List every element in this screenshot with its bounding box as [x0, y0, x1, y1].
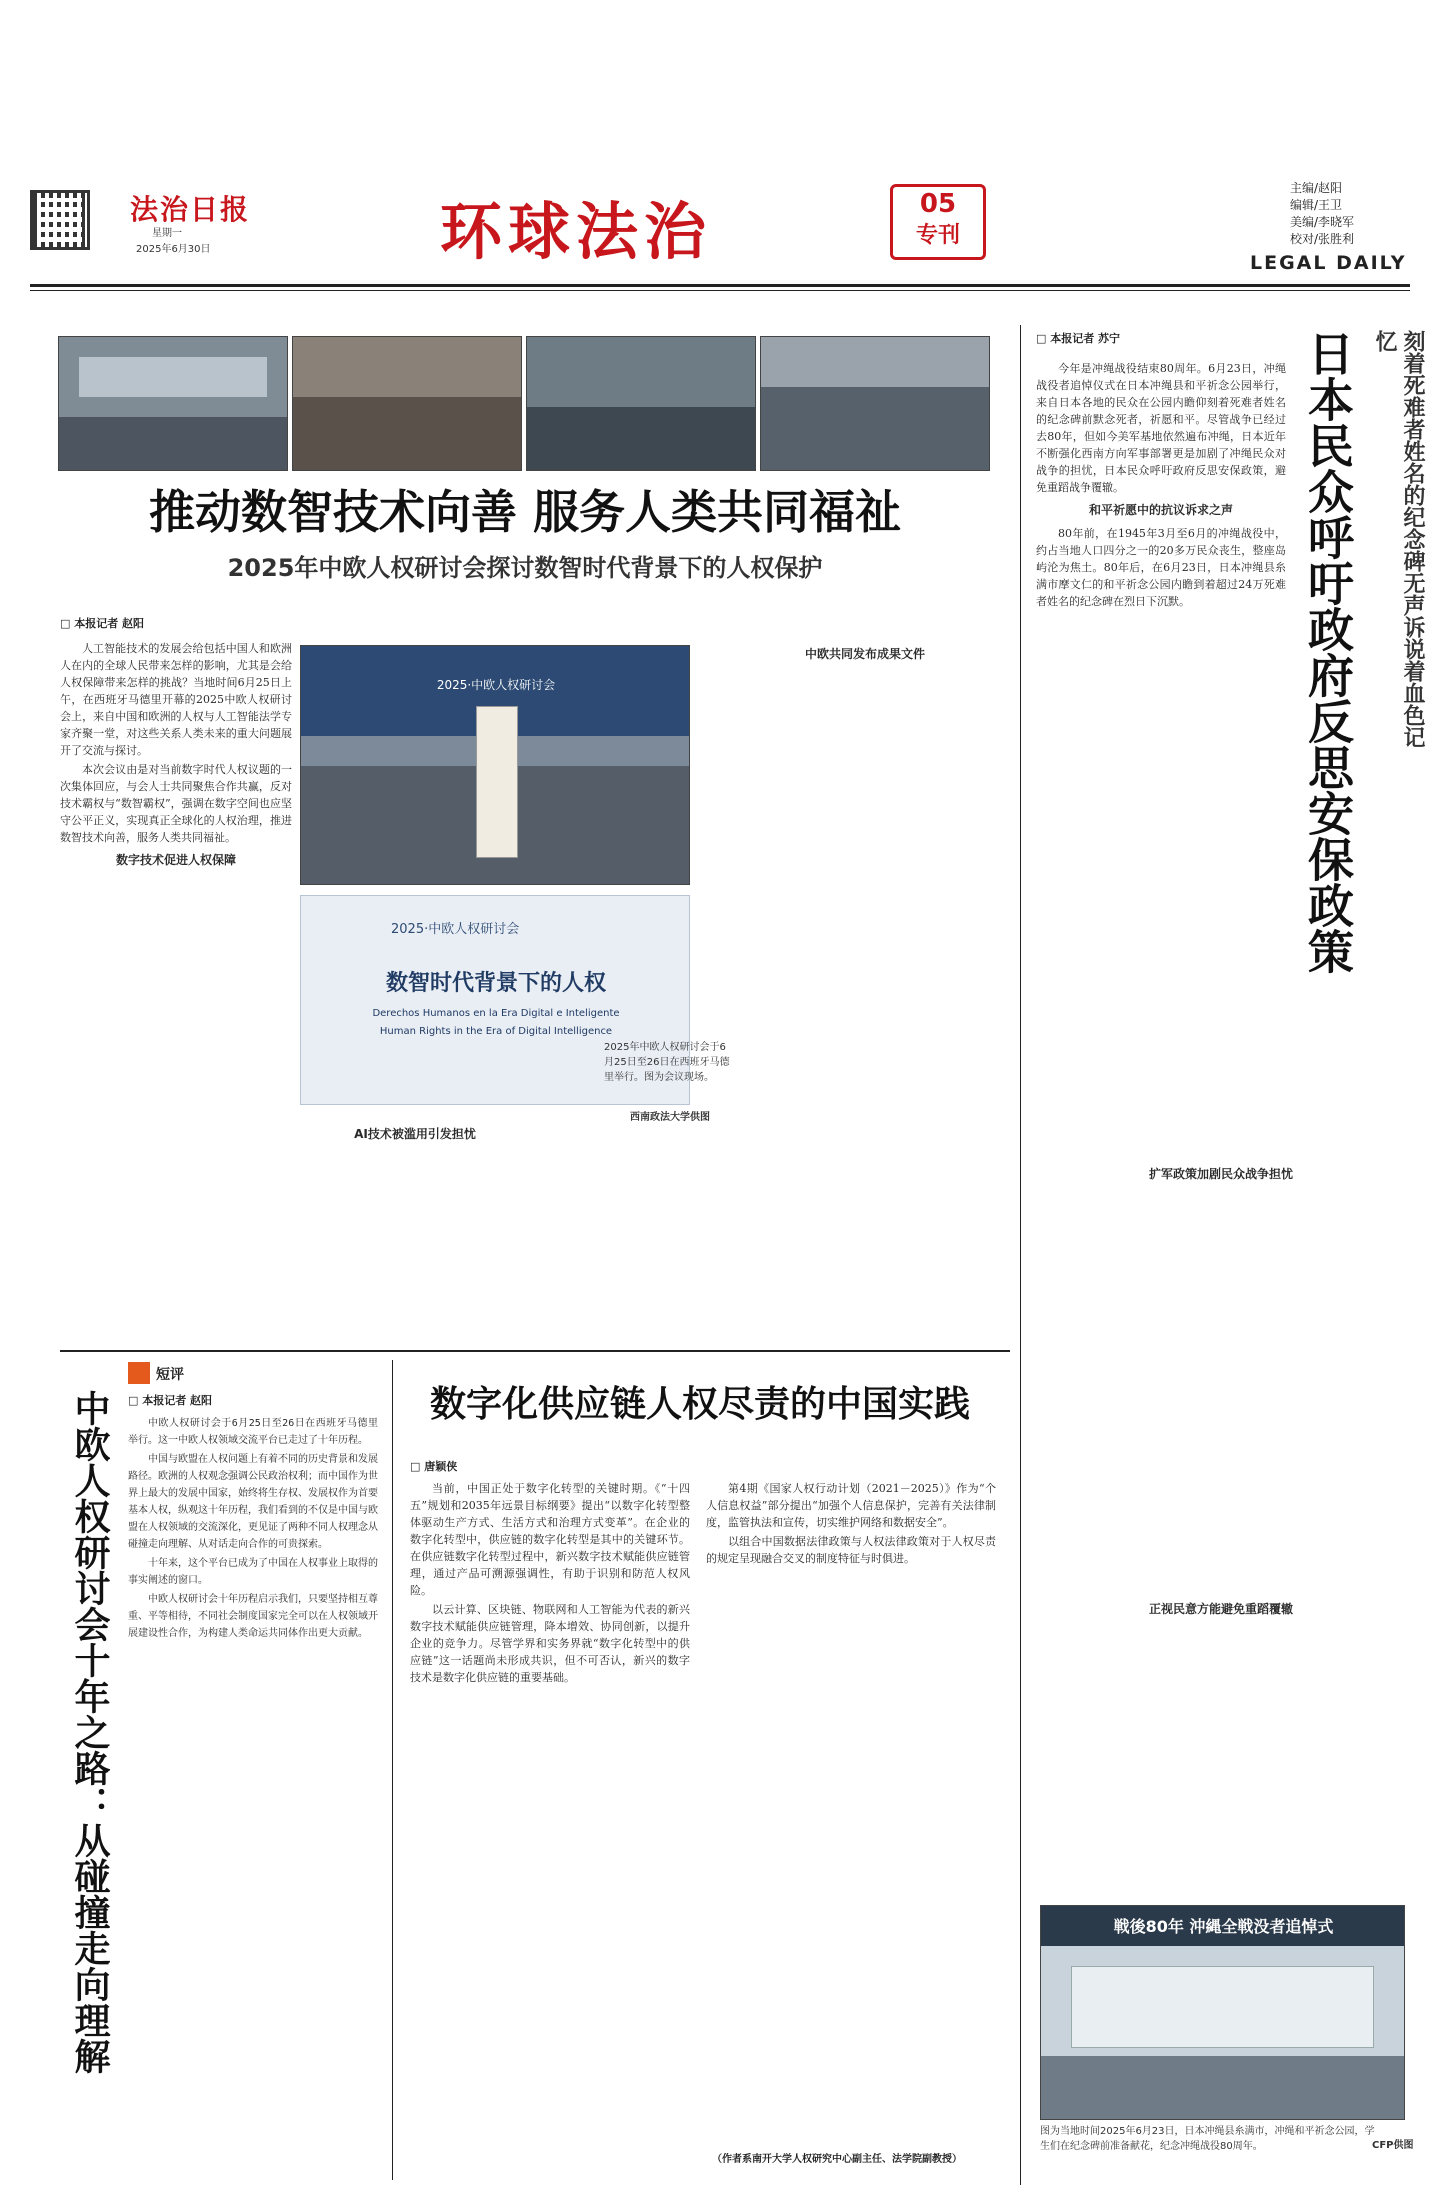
bottom-headline: 数字化供应链人权尽责的中国实践 [429, 1384, 970, 1425]
lead-photo-credit: 西南政法大学供图 [630, 1112, 710, 1123]
bottom-paragraph: 第4期《国家人权行动计划（2021－2025）》作为“个人信息权益”部分提出“加强个人信息保护，完善有关法律制度，监管执法和宣传，切实维护网络和数据安全”。 [706, 1482, 996, 1529]
commentary-tag-icon [128, 1362, 150, 1384]
masthead-rule-thin [30, 290, 1410, 291]
lead-byline: □ 本报记者 赵阳 [60, 617, 145, 630]
lead-subheadline: 2025年中欧人权研讨会探讨数智时代背景下的人权保护 [227, 554, 823, 582]
right-body-column [1036, 360, 1286, 1150]
commentary-paragraph: 中国与欧盟在人权问题上有着不同的历史背景和发展路径。欧洲的人权观念强调公民政治权利；而中国作为世界上最大的发展中国家，始终将生存权、发展权作为首要基本人权，纵观这十年历程，我们看到的不仅是中国与欧盟在人权领域的交流深化，更见证了两种不同人权理念从碰撞走向理解、从对话走向合作的可贵探索。 [128, 1454, 378, 1550]
lead-photo-caption: 2025年中欧人权研讨会于6月25日至26日在西班牙马德里举行。图为会议现场。 [604, 1042, 730, 1083]
editor-list [1290, 180, 1354, 248]
memorial-photo-caption: 图为当地时间2025年6月23日，日本冲绳县糸满市，冲绳和平祈念公园，学生们在纪念碑前准备献花，纪念冲绳战役80周年。 [1040, 2126, 1375, 2152]
editor-line: 校对/张胜利 [1290, 232, 1355, 246]
lead-section-head: 中欧共同发布成果文件 [804, 647, 925, 661]
commentary-byline: □ 本报记者 赵阳 [128, 1394, 213, 1407]
right-byline: □ 本报记者 苏宁 [1036, 332, 1121, 345]
right-body-column [1036, 1595, 1406, 1895]
lead-body-column [60, 640, 292, 1310]
page-number: 05 [919, 189, 957, 219]
bottom-paragraph: 以云计算、区块链、物联网和人工智能为代表的新兴数字技术赋能供应链管理，降本增效、协同创新，以提升企业的竞争力。尽管学界和实务界就“数字化转型中的供应链”这一话题尚未形成共识，但不可否认，新兴的数字技术是数字化供应链的重要基础。 [410, 1603, 690, 1684]
commentary-paragraph: 中欧人权研讨会十年历程启示我们，只要坚持相互尊重、平等相待，不同社会制度国家完全可以在人权领域开展建设性合作，为构建人类命运共同体作出更大贡献。 [128, 1594, 378, 1639]
editor-line: 美编/李晓军 [1290, 215, 1355, 229]
group-photo [300, 645, 690, 885]
memorial-banner-text: 戦後80年 沖縄全戦没者追悼式 [1113, 1917, 1334, 1936]
calligraphy-scroll [476, 706, 518, 858]
bottom-body-column [410, 1480, 690, 2170]
section-rule [60, 1350, 1010, 1352]
right-headline: 日本民众呼吁政府反思安保政策 [1301, 330, 1355, 974]
editor-line: 编辑/王卫 [1290, 198, 1343, 212]
poster-title: 2025·中欧人权研讨会 [391, 922, 520, 937]
memorial-photo-credit: CFP供图 [1372, 2140, 1414, 2151]
lead-paragraph: 人工智能技术的发展会给包括中国人和欧洲人在内的全球人民带来怎样的影响，尤其是会给人权保障带来怎样的挑战？当地时间6月25日上午，在西班牙马德里开幕的2025中欧人权研讨会上，来自中国和欧洲的人权与人工智能法学专家齐聚一堂，对这些关系人类未来的重大问题展开了交流与探讨。 [60, 642, 292, 757]
commentary-tag: 短评 [156, 1367, 184, 1383]
poster-main-title: 数智时代背景下的人权 [385, 971, 606, 996]
section-title: 环球法治 [440, 195, 713, 268]
right-section-head: 扩军政策加剧民众战争担忧 [1148, 1167, 1293, 1181]
qr-code-pattern [38, 198, 82, 242]
paper-logo: 法治日报 [130, 193, 251, 226]
column-divider [1020, 325, 1021, 2185]
event-banner: 2025·中欧人权研讨会 [436, 678, 556, 692]
column-divider [392, 1360, 393, 2180]
right-body-column [1036, 1160, 1406, 1580]
lead-body-column [300, 1120, 530, 1330]
poster-english-title: Human Rights in the Era of Digital Intelligence [379, 1026, 613, 1037]
right-paragraph: 80年前，在1945年3月至6月的冲绳战役中，约占当地人口四分之一的20多万民众丧生，整座岛屿沦为焦土。80年后，在6月23日，日本冲绳县糸满市摩文仁的和平祈念公园内瞻到着超过24万死难者姓名的纪念碑在烈日下沉默。 [1036, 527, 1286, 608]
lead-section-head: 数字技术促进人权保障 [115, 853, 236, 867]
page-label: 专刊 [915, 223, 960, 248]
conference-photo [526, 336, 756, 471]
right-section-head: 正视民意方能避免重蹈覆辙 [1148, 1602, 1293, 1616]
conference-photo [760, 336, 990, 471]
conference-photo [292, 336, 522, 471]
commentary-paragraph: 十年来，这个平台已成为了中国在人权事业上取得的事实阐述的窗口。 [128, 1558, 378, 1586]
poster-spanish-title: Derechos Humanos en la Era Digital e Inteligente [372, 1008, 620, 1019]
editor-line: 主编/赵阳 [1290, 181, 1343, 195]
memorial-photo [1040, 1905, 1405, 2120]
commentary-headline: 中欧人权研讨会十年之路：从碰撞走向理解 [69, 1390, 110, 2074]
english-masthead: LEGAL DAILY [1250, 252, 1407, 274]
commentary-body [128, 1415, 378, 2170]
commentary-paragraph: 中欧人权研讨会于6月25日至26日在西班牙马德里举行。这一中欧人权领域交流平台已走过了十年历程。 [128, 1418, 378, 1446]
lead-paragraph: 本次会议由是对当前数字时代人权议题的一次集体回应，与会人士共同聚焦合作共赢，反对技术霸权与“数智霸权”，强调在数字空间也应坚守公平正义，实现真正全球化的人权治理，推进数智技术向善，服务人类共同福祉。 [60, 763, 292, 844]
lead-body-column [740, 640, 990, 1320]
bottom-paragraph: 以组合中国数据法律政策与人权法律政策对于人权尽责的规定呈现融合交叉的制度特征与时俱进。 [706, 1535, 996, 1565]
page-badge [890, 184, 986, 260]
conference-photo [58, 336, 288, 471]
masthead-rule [30, 284, 1410, 287]
weekday: 星期一 [152, 228, 182, 239]
right-paragraph: 今年是冲绳战役结束80周年。6月23日，冲绳战役者追悼仪式在日本冲绳县和平祈念公园举行，来自日本各地的民众在公园内瞻仰刻着死难者姓名的纪念碑前默念死者，祈愿和平。尽管战争已经过去80年，但如今美军基地依然遍布冲绳，日本近年不断强化西南方向军事部署更是加剧了冲绳民众对战争的担忧，日本民众呼吁政府反思安保政策，避免重蹈战争覆辙。 [1036, 362, 1286, 494]
issue-date: 2025年6月30日 [136, 244, 211, 255]
right-section-head: 和平祈愿中的抗议诉求之声 [1088, 503, 1233, 517]
right-kicker: 刻着死难者姓名的纪念碑无声诉说着血色记忆 [1372, 330, 1425, 748]
bottom-body-column [706, 1480, 996, 2140]
author-note: （作者系南开大学人权研究中心副主任、法学院副教授） [712, 2154, 962, 2165]
bottom-paragraph: 当前，中国正处于数字化转型的关键时期。《“十四五”规划和2035年远景目标纲要》提出“以数字化转型整体驱动生产方式、生活方式和治理方式变革”。在企业的数字化转型中，供应链的数字化转型是其中的关键环节。在供应链数字化转型过程中，新兴数字技术赋能供应链管理，通过产品可溯源强调性，有助于识别和防范人权风险。 [410, 1482, 690, 1597]
bottom-byline: □ 唐颖侠 [410, 1460, 458, 1473]
lead-section-head: AI技术被滥用引发担忧 [354, 1127, 476, 1141]
lead-headline: 推动数智技术向善 服务人类共同福祉 [148, 485, 901, 539]
